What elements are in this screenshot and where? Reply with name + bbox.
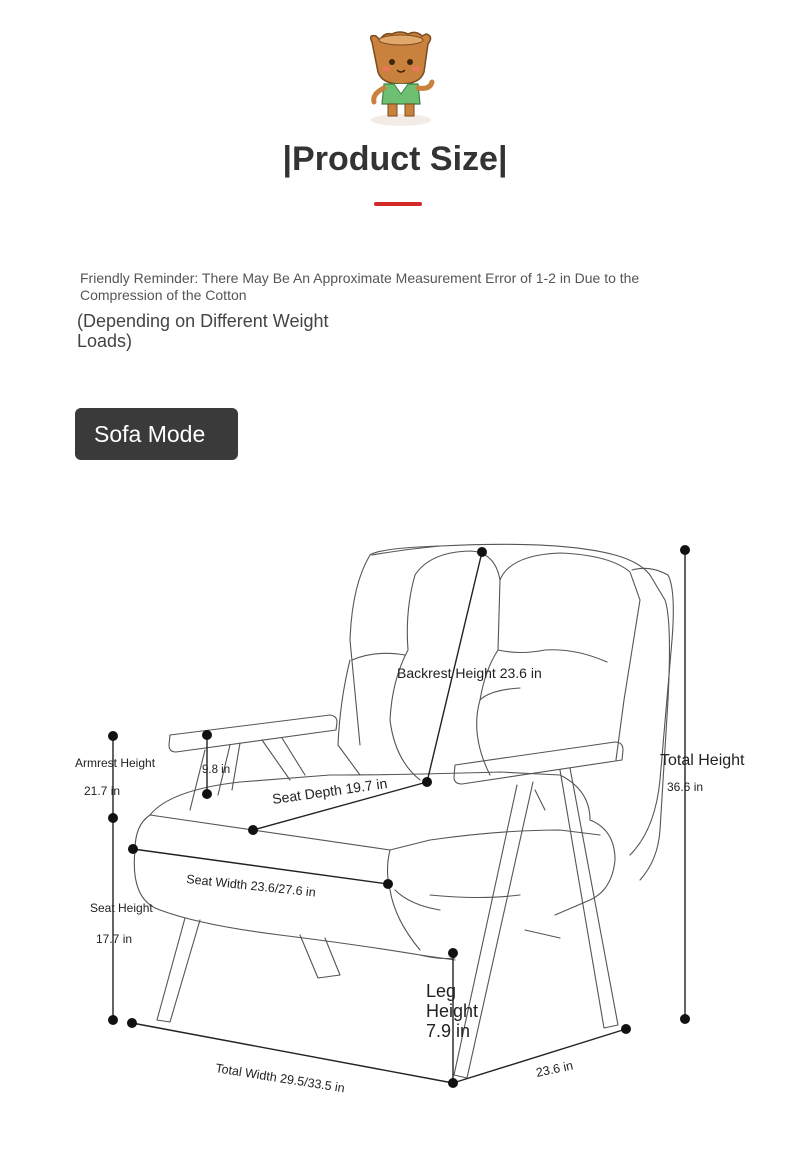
armrest-height-value: 21.7 in (84, 784, 121, 798)
point-leg-bottom (448, 1078, 458, 1088)
point-armrest-top (108, 731, 118, 741)
point-armrest-gap-bottom (202, 789, 212, 799)
armrest-height-label: Armrest Height (75, 756, 156, 770)
point-floor-left (108, 1015, 118, 1025)
measurement-reminder: Friendly Reminder: There May Be An Approximate Measurement Error of 1-2 in Due to the Compression of the Cotton (80, 270, 640, 303)
seat-depth-label: Seat Depth 19.7 in (271, 774, 389, 807)
weight-note: (Depending on Different Weight Loads) (77, 311, 329, 351)
point-armrest-gap-top (202, 730, 212, 740)
seat-width-label: Seat Width 23.6/27.6 in (185, 872, 317, 900)
point-total-height-bottom (680, 1014, 690, 1024)
measurement-points (108, 545, 690, 1088)
leg-height-label-line2: Height (426, 1001, 479, 1021)
point-total-height-top (680, 545, 690, 555)
armrest-gap-value: 9.8 in (202, 764, 231, 776)
point-leg-top (448, 948, 458, 958)
point-seat-height-top (108, 813, 118, 823)
leg-height-label-line1: Leg (426, 981, 457, 1001)
point-seat-right (383, 879, 393, 889)
depth-label: 23.6 in (534, 1058, 575, 1080)
point-seat-left (128, 844, 138, 854)
seat-height-label: Seat Height (90, 901, 153, 915)
point-width-left (127, 1018, 137, 1028)
mode-badge: Sofa Mode (75, 408, 238, 460)
total-width-label: Total Width 29.5/33.5 in (214, 1061, 346, 1096)
backrest-height-label: Backrest Height 23.6 in (397, 665, 542, 681)
page-title: |Product Size| (282, 140, 508, 178)
seat-height-value: 17.7 in (96, 932, 133, 946)
seat-width-line (133, 849, 388, 884)
total-height-value: 36.6 in (667, 780, 704, 794)
point-backrest-bottom (422, 777, 432, 787)
point-depth-right (621, 1024, 631, 1034)
chair-outline (134, 544, 673, 1078)
point-backrest-top (477, 547, 487, 557)
total-height-label: Total Height (660, 752, 745, 769)
point-seat-front (248, 825, 258, 835)
leg-height-value: 7.9 in (426, 1021, 471, 1041)
